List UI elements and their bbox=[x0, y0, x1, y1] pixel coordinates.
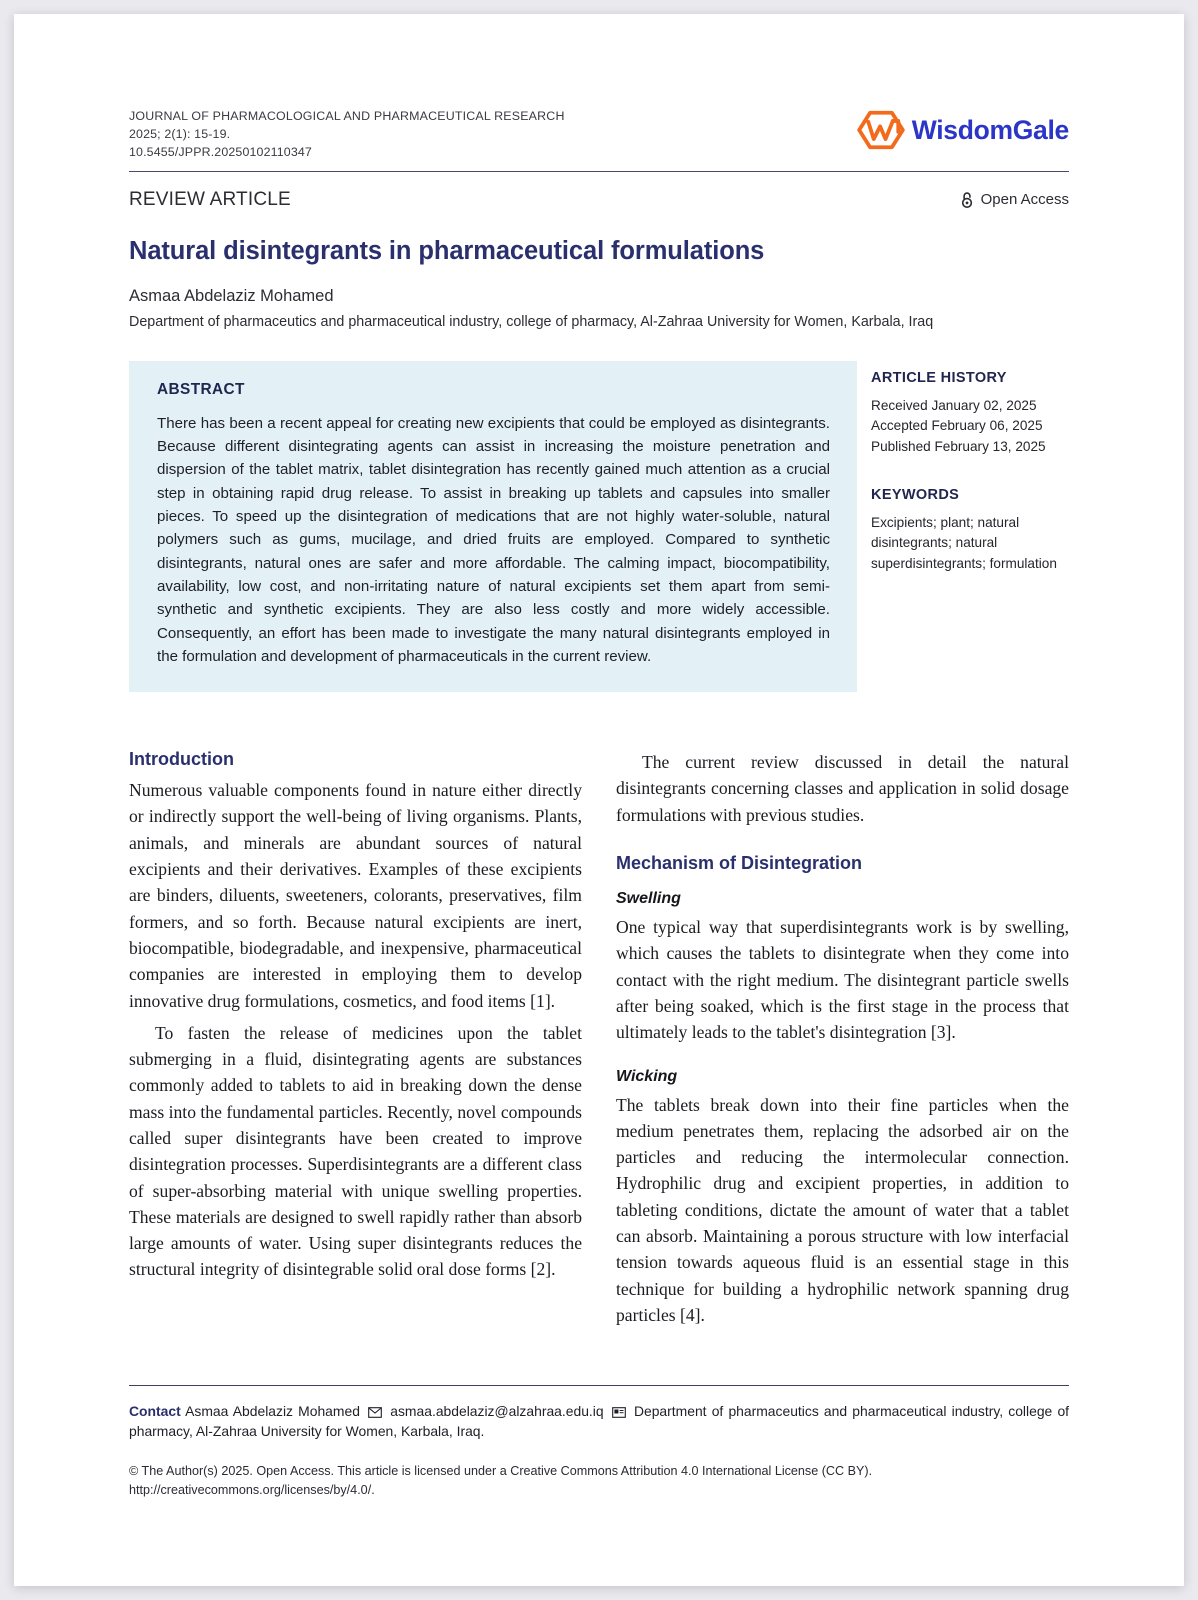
abstract-heading: ABSTRACT bbox=[157, 380, 245, 398]
subheading-wicking: Wicking bbox=[616, 1067, 678, 1085]
right-column bbox=[616, 749, 1069, 1328]
author-name: Asmaa Abdelaziz Mohamed bbox=[129, 286, 334, 305]
abstract-text: There has been a recent appeal for creating new excipients that could be employed as disintegrants. Because different disintegrating agents can assist in increasing the moisture penetration and dispersion of the tablet matrix, tablet disintegration has recently gained much attention as a crucial step in obtaining rapid drug release. To assist in breaking up tablets and capsules into smaller pieces. To speed up the disintegration of medications that are not highly water-soluble, natural polymers such as gums, mucilage, and dried fruits are employed. Compared to synthetic disintegrants, natural ones are safer and more affordable. The calming impact, biocompatibility, availability, low cost, and non-irritating nature of natural excipients set them apart from semi-synthetic and synthetic excipients. They are also less costly and more widely accessible. Consequently, an effort has been made to investigate the many natural disintegrants employed in the formulation and development of pharmaceuticals in the current review. bbox=[157, 414, 830, 665]
journal-title: JOURNAL OF PHARMACOLOGICAL AND PHARMACEUTICAL RESEARCH bbox=[129, 109, 565, 123]
contact-email[interactable]: asmaa.abdelaziz@alzahraa.edu.iq bbox=[390, 1403, 604, 1419]
history-published: Published February 13, 2025 bbox=[871, 439, 1046, 455]
heading-introduction: Introduction bbox=[129, 749, 234, 770]
article-meta-column bbox=[857, 361, 1069, 575]
intro-paragraph-2: To fasten the release of medicines upon the tablet submerging in a fluid, disintegrating agents are substances commonly added to tablets to aid in breaking down the dense mass into the fundamental particles. Recently, novel compounds called super disintegrants have been created to improve disintegration processes. Superdisintegrants are a different class of super-absorbing material with unique swelling properties. These materials are designed to swell rapidly rather than absorb large amounts of water. Using super disintegrants reduces the structural integrity of disintegrable solid oral dose forms [2]. bbox=[129, 1022, 582, 1280]
body-columns bbox=[129, 749, 1069, 1328]
swelling-paragraph: One typical way that superdisintegrants work is by swelling, which causes the tablets to disintegrate when they come into contact with the right medium. The disintegrant particle swells after being soaked, which is the first stage in the process that ultimately leads to the tablet's disintegration [3]. bbox=[616, 917, 1069, 1043]
open-access-lock-icon bbox=[960, 190, 975, 209]
page-title: Natural disintegrants in pharmaceutical formulations bbox=[129, 236, 765, 265]
license-line-2[interactable]: http://creativecommons.org/licenses/by/4.0/. bbox=[129, 1482, 375, 1497]
article-type-label: REVIEW ARTICLE bbox=[129, 188, 291, 210]
abstract-box bbox=[129, 361, 857, 692]
page-content bbox=[129, 14, 1069, 1328]
license-line-1: © The Author(s) 2025. Open Access. This article is licensed under a Creative Commons Attribution 4.0 International License (CC BY). bbox=[129, 1463, 873, 1478]
keywords-text: Excipients; plant; natural disintegrants; natural superdisintegrants; formulation bbox=[871, 514, 1057, 571]
author-affiliation: Department of pharmaceutics and pharmaceutical industry, college of pharmacy, Al-Zahraa University for Women, Karbala, Iraq bbox=[129, 313, 934, 330]
history-received: Received January 02, 2025 bbox=[871, 397, 1037, 413]
contact-line bbox=[129, 1402, 1069, 1442]
footer bbox=[129, 1402, 1069, 1500]
heading-mechanism-of-disintegration: Mechanism of Disintegration bbox=[616, 853, 863, 874]
masthead bbox=[129, 14, 1069, 162]
journal-info bbox=[129, 107, 565, 162]
wicking-paragraph: The tablets break down into their fine particles when the medium penetrates them, replacing the adsorbed air on the particles and reducing the intermolecular connection. Hydrophilic drug and excipient properties, in addition to tableting conditions, dictate the amount of water that a tablet can absorb. Maintaining a porous structure with low interfacial tension towards aqueous fluid is an essential stage in this technique for building a hydrophilic network spanning drug particles [4]. bbox=[616, 1094, 1069, 1325]
contact-label: Contact bbox=[129, 1403, 181, 1419]
envelope-icon bbox=[368, 1407, 382, 1418]
address-card-icon bbox=[612, 1407, 626, 1418]
masthead-divider bbox=[129, 171, 1069, 172]
wisdomgale-hexagon-w-icon bbox=[857, 110, 905, 150]
keywords-heading: KEYWORDS bbox=[871, 486, 960, 503]
history-accepted: Accepted February 06, 2025 bbox=[871, 418, 1043, 434]
document-page bbox=[14, 14, 1184, 1586]
open-access-badge bbox=[960, 190, 1069, 209]
journal-issue: 2025; 2(1): 15-19. bbox=[129, 127, 231, 142]
journal-doi: 10.5455/JPPR.20250102110347 bbox=[129, 145, 312, 160]
publisher-name: WisdomGale bbox=[911, 114, 1069, 145]
subheading-swelling: Swelling bbox=[616, 890, 681, 908]
open-access-label: Open Access bbox=[980, 191, 1069, 209]
intro-paragraph-1: Numerous valuable components found in nature either directly or indirectly support the well-being of living organisms. Plants, animals, and minerals are abundant sources of natural excipients and their derivatives. Examples of these excipients are binders, diluents, sweeteners, colorants, preservatives, film formers, and so forth. Because natural excipients are inert, biocompatible, biodegradable, and inexpensive, pharmaceutical companies are interested in employing them to develop innovative drug formulations, cosmetics, and food items [1]. bbox=[129, 780, 582, 1011]
contact-address: Department of pharmaceutics and pharmaceutical industry, college of pharmacy, Al-Zahraa University for Women, Karbala, Iraq. bbox=[129, 1403, 1070, 1439]
license-block bbox=[129, 1462, 1069, 1500]
article-history-heading: ARTICLE HISTORY bbox=[871, 369, 1007, 386]
left-column bbox=[129, 749, 582, 1328]
footer-divider bbox=[129, 1385, 1069, 1386]
publisher-logo bbox=[857, 107, 1069, 150]
article-history-list bbox=[871, 396, 1069, 458]
review-paragraph-1: The current review discussed in detail the natural disintegrants concerning classes and application in solid dosage formulations with previous studies. bbox=[616, 752, 1069, 825]
contact-name: Asmaa Abdelaziz Mohamed bbox=[185, 1403, 360, 1419]
article-type-row bbox=[129, 189, 1069, 211]
abstract-row bbox=[129, 361, 1069, 692]
